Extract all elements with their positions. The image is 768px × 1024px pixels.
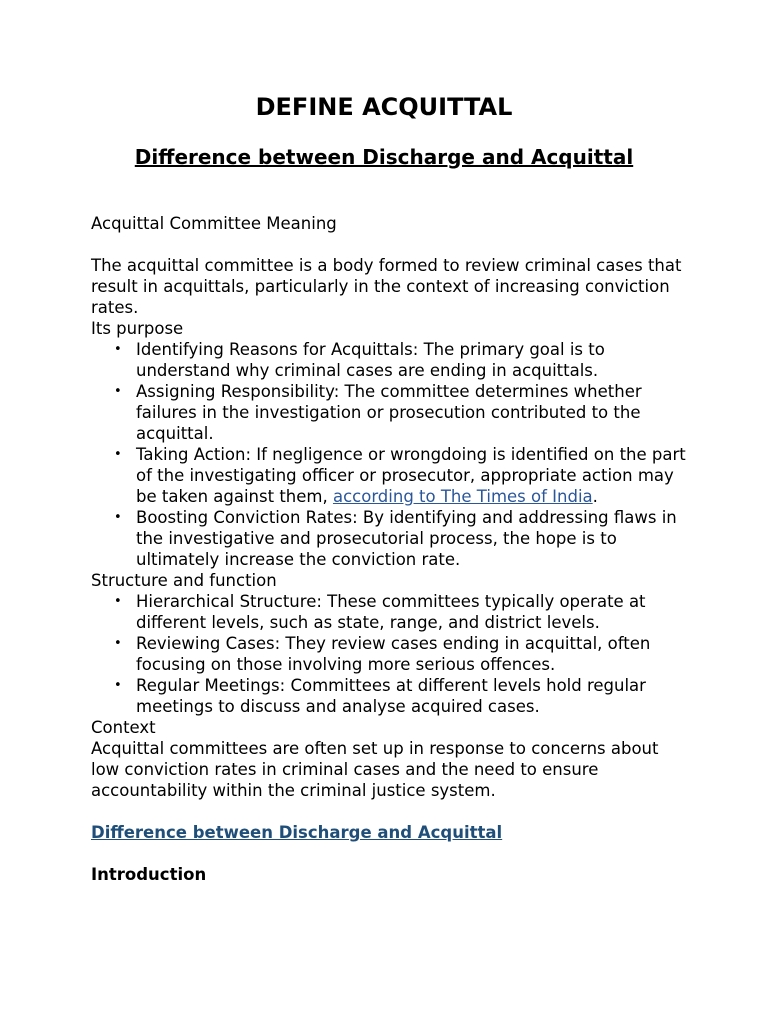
structure-label: Structure and function [91, 571, 277, 590]
purpose-list [91, 339, 691, 570]
structure-list [91, 591, 691, 717]
times-of-india-link[interactable]: according to The Times of India [332, 487, 593, 506]
list-item: • Regular Meetings: Committees at different levels hold regular meetings to discuss and analyse acquired cases. [136, 675, 691, 717]
spacer [91, 801, 691, 822]
discharge-acquittal-link[interactable]: Difference between Discharge and Acquittal [91, 823, 503, 842]
list-item: • Identifying Reasons for Acquittals: The primary goal is to understand why criminal cases are ending in acquittals. [136, 339, 691, 381]
context-label: Context [91, 718, 156, 737]
list-item: • Assigning Responsibility: The committee determines whether failures in the investigation or prosecution contributed to the acquittal. [136, 381, 691, 444]
list-item: • Hierarchical Structure: These committees typically operate at different levels, such as state, range, and district levels. [136, 591, 691, 633]
list-item: • Reviewing Cases: They review cases ending in acquittal, often focusing on those involving more serious offences. [136, 633, 691, 675]
list-item: • Taking Action: If negligence or wrongdoing is identified on the part of the investigating officer or prosecutor, appropriate action may be taken against them, according to The Times of India. [136, 444, 691, 507]
spacer [91, 234, 691, 255]
list-item: • Boosting Conviction Rates: By identifying and addressing flaws in the investigative and prosecutorial process, the hope is to ultimately increase the conviction rate. [136, 507, 691, 570]
spacer [91, 843, 691, 864]
page-subtitle: Difference between Discharge and Acquittal [134, 145, 634, 169]
document-body [91, 213, 691, 885]
introduction-heading: Introduction [91, 865, 207, 884]
page-title: DEFINE ACQUITTAL [255, 93, 513, 121]
context-paragraph: Acquittal committees are often set up in response to concerns about low conviction rates in criminal cases and the need to ensure accountability within the criminal justice system. [91, 739, 659, 800]
section-heading: Acquittal Committee Meaning [91, 214, 337, 233]
intro-paragraph: The acquittal committee is a body formed to review criminal cases that result in acquittals, particularly in the context of increasing conviction rates. [91, 256, 682, 317]
purpose-label: Its purpose [91, 319, 184, 338]
